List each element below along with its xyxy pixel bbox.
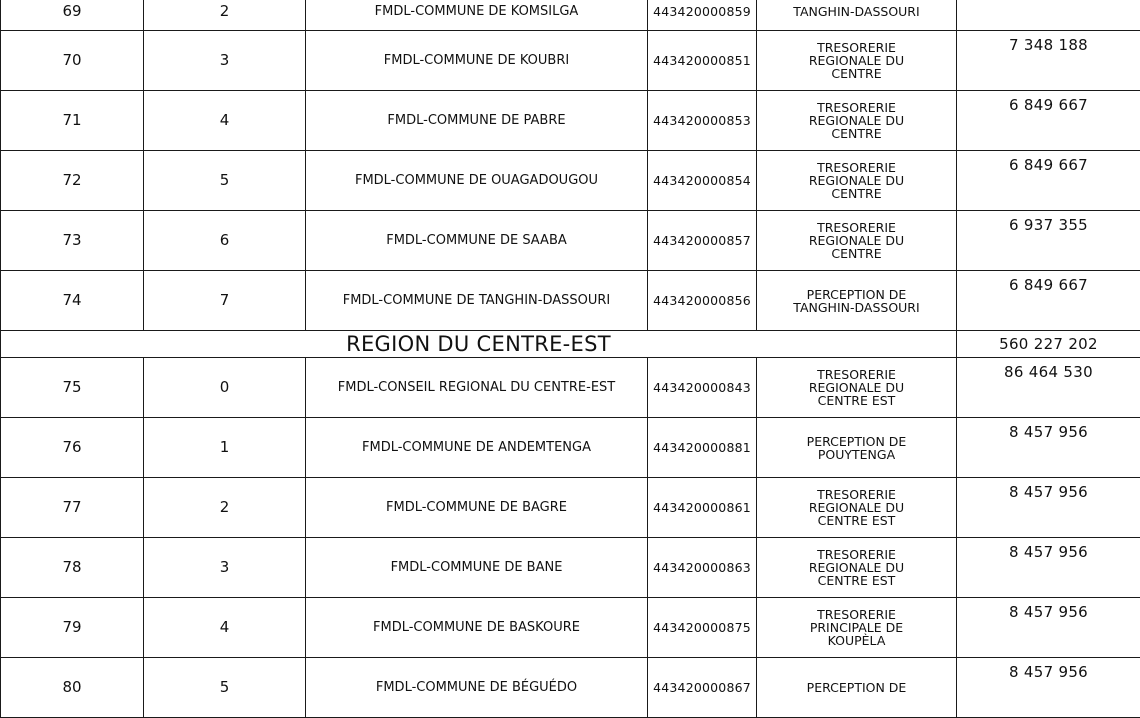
row-number: 78	[1, 538, 144, 598]
paying-office	[757, 478, 957, 538]
beneficiary-name: FMDL-CONSEIL REGIONAL DU CENTRE-EST	[306, 358, 648, 418]
amount: 6 849 667	[957, 151, 1140, 211]
row-number: 71	[1, 91, 144, 151]
paying-office	[757, 151, 957, 211]
amount: 8 457 956	[957, 598, 1140, 658]
paying-office	[757, 658, 957, 718]
row-index: 7	[144, 271, 306, 331]
account-number: 443420000863	[648, 538, 757, 598]
row-index: 4	[144, 91, 306, 151]
amount: 6 849 667	[957, 91, 1140, 151]
table-row	[1, 271, 1140, 331]
table-row	[1, 478, 1140, 538]
paying-office	[757, 91, 957, 151]
table-row	[1, 538, 1140, 598]
paying-office-line: PERCEPTION DE	[757, 288, 956, 301]
table-row	[1, 91, 1140, 151]
paying-office	[757, 598, 957, 658]
row-index: 5	[144, 151, 306, 211]
beneficiary-name: FMDL-COMMUNE DE TANGHIN-DASSOURI	[306, 271, 648, 331]
table-row	[1, 658, 1140, 718]
paying-office-line: CENTRE EST	[757, 394, 956, 407]
paying-office	[757, 0, 957, 31]
paying-office-line: REGIONALE DU	[757, 561, 956, 574]
beneficiary-name: FMDL-COMMUNE DE KOMSILGA	[306, 0, 648, 31]
row-number: 74	[1, 271, 144, 331]
paying-office-line: PERCEPTION DE	[757, 435, 956, 448]
row-index: 1	[144, 418, 306, 478]
table-body-centre	[1, 0, 1140, 331]
region-header-row	[1, 331, 1140, 358]
row-index: 3	[144, 538, 306, 598]
paying-office-line: REGIONALE DU	[757, 234, 956, 247]
amount: 7 348 188	[957, 31, 1140, 91]
paying-office-line: TRESORERIE	[757, 608, 956, 621]
table-row	[1, 358, 1140, 418]
paying-office-line: REGIONALE DU	[757, 54, 956, 67]
paying-office	[757, 211, 957, 271]
account-number: 443420000853	[648, 91, 757, 151]
beneficiary-name: FMDL-COMMUNE DE KOUBRI	[306, 31, 648, 91]
table-row	[1, 211, 1140, 271]
amount: 8 457 956	[957, 538, 1140, 598]
row-number: 73	[1, 211, 144, 271]
paying-office-line: TRESORERIE	[757, 41, 956, 54]
paying-office-line: CENTRE	[757, 127, 956, 140]
paying-office-line: REGIONALE DU	[757, 501, 956, 514]
paying-office-line: TRESORERIE	[757, 101, 956, 114]
paying-office-line: PERCEPTION DE	[757, 681, 956, 694]
row-index: 4	[144, 598, 306, 658]
paying-office-line: TANGHIN-DASSOURI	[757, 301, 956, 314]
paying-office-line: POUYTENGA	[757, 448, 956, 461]
paying-office-line: TANGHIN-DASSOURI	[757, 5, 956, 18]
paying-office-line: TRESORERIE	[757, 548, 956, 561]
account-number: 443420000857	[648, 211, 757, 271]
paying-office-line: REGIONALE DU	[757, 381, 956, 394]
region-total: 560 227 202	[957, 331, 1140, 358]
paying-office-line: CENTRE	[757, 187, 956, 200]
row-index: 0	[144, 358, 306, 418]
beneficiary-name: FMDL-COMMUNE DE BASKOURE	[306, 598, 648, 658]
row-index: 5	[144, 658, 306, 718]
paying-office-line: KOUPÈLA	[757, 634, 956, 647]
beneficiary-name: FMDL-COMMUNE DE OUAGADOUGOU	[306, 151, 648, 211]
account-number: 443420000851	[648, 31, 757, 91]
beneficiary-name: FMDL-COMMUNE DE ANDEMTENGA	[306, 418, 648, 478]
amount	[957, 0, 1140, 31]
paying-office-line: REGIONALE DU	[757, 174, 956, 187]
paying-office-line: CENTRE EST	[757, 574, 956, 587]
paying-office-line: CENTRE	[757, 247, 956, 260]
row-number: 69	[1, 0, 144, 31]
row-number: 80	[1, 658, 144, 718]
table-row	[1, 598, 1140, 658]
amount: 86 464 530	[957, 358, 1140, 418]
table-row	[1, 418, 1140, 478]
table-row	[1, 0, 1140, 31]
paying-office-line: CENTRE EST	[757, 514, 956, 527]
paying-office-line: PRINCIPALE DE	[757, 621, 956, 634]
region-title: REGION DU CENTRE-EST	[1, 331, 957, 358]
amount: 8 457 956	[957, 478, 1140, 538]
paying-office-line: REGIONALE DU	[757, 114, 956, 127]
amount: 8 457 956	[957, 658, 1140, 718]
account-number: 443420000867	[648, 658, 757, 718]
paying-office-line: TRESORERIE	[757, 221, 956, 234]
row-index: 3	[144, 31, 306, 91]
row-number: 70	[1, 31, 144, 91]
account-number: 443420000843	[648, 358, 757, 418]
amount: 6 849 667	[957, 271, 1140, 331]
beneficiary-name: FMDL-COMMUNE DE BÉGUÉDO	[306, 658, 648, 718]
row-index: 2	[144, 0, 306, 31]
paying-office	[757, 31, 957, 91]
table-body-region-header	[1, 331, 1140, 358]
beneficiary-name: FMDL-COMMUNE DE PABRE	[306, 91, 648, 151]
row-number: 72	[1, 151, 144, 211]
beneficiary-name: FMDL-COMMUNE DE SAABA	[306, 211, 648, 271]
paying-office	[757, 271, 957, 331]
row-number: 77	[1, 478, 144, 538]
beneficiary-name: FMDL-COMMUNE DE BAGRE	[306, 478, 648, 538]
paying-office-line: CENTRE	[757, 67, 956, 80]
row-index: 2	[144, 478, 306, 538]
table-row	[1, 151, 1140, 211]
table-body-centre-est	[1, 358, 1140, 718]
account-number: 443420000859	[648, 0, 757, 31]
paying-office	[757, 418, 957, 478]
row-number: 79	[1, 598, 144, 658]
account-number: 443420000856	[648, 271, 757, 331]
paying-office	[757, 358, 957, 418]
row-number: 76	[1, 418, 144, 478]
paying-office-line: TRESORERIE	[757, 161, 956, 174]
row-index: 6	[144, 211, 306, 271]
paying-office	[757, 538, 957, 598]
account-number: 443420000854	[648, 151, 757, 211]
beneficiary-name: FMDL-COMMUNE DE BANE	[306, 538, 648, 598]
amount: 6 937 355	[957, 211, 1140, 271]
account-number: 443420000875	[648, 598, 757, 658]
paying-office-line: TRESORERIE	[757, 488, 956, 501]
amount: 8 457 956	[957, 418, 1140, 478]
row-number: 75	[1, 358, 144, 418]
paying-office-line: TRESORERIE	[757, 368, 956, 381]
table-row	[1, 31, 1140, 91]
account-number: 443420000881	[648, 418, 757, 478]
account-number: 443420000861	[648, 478, 757, 538]
